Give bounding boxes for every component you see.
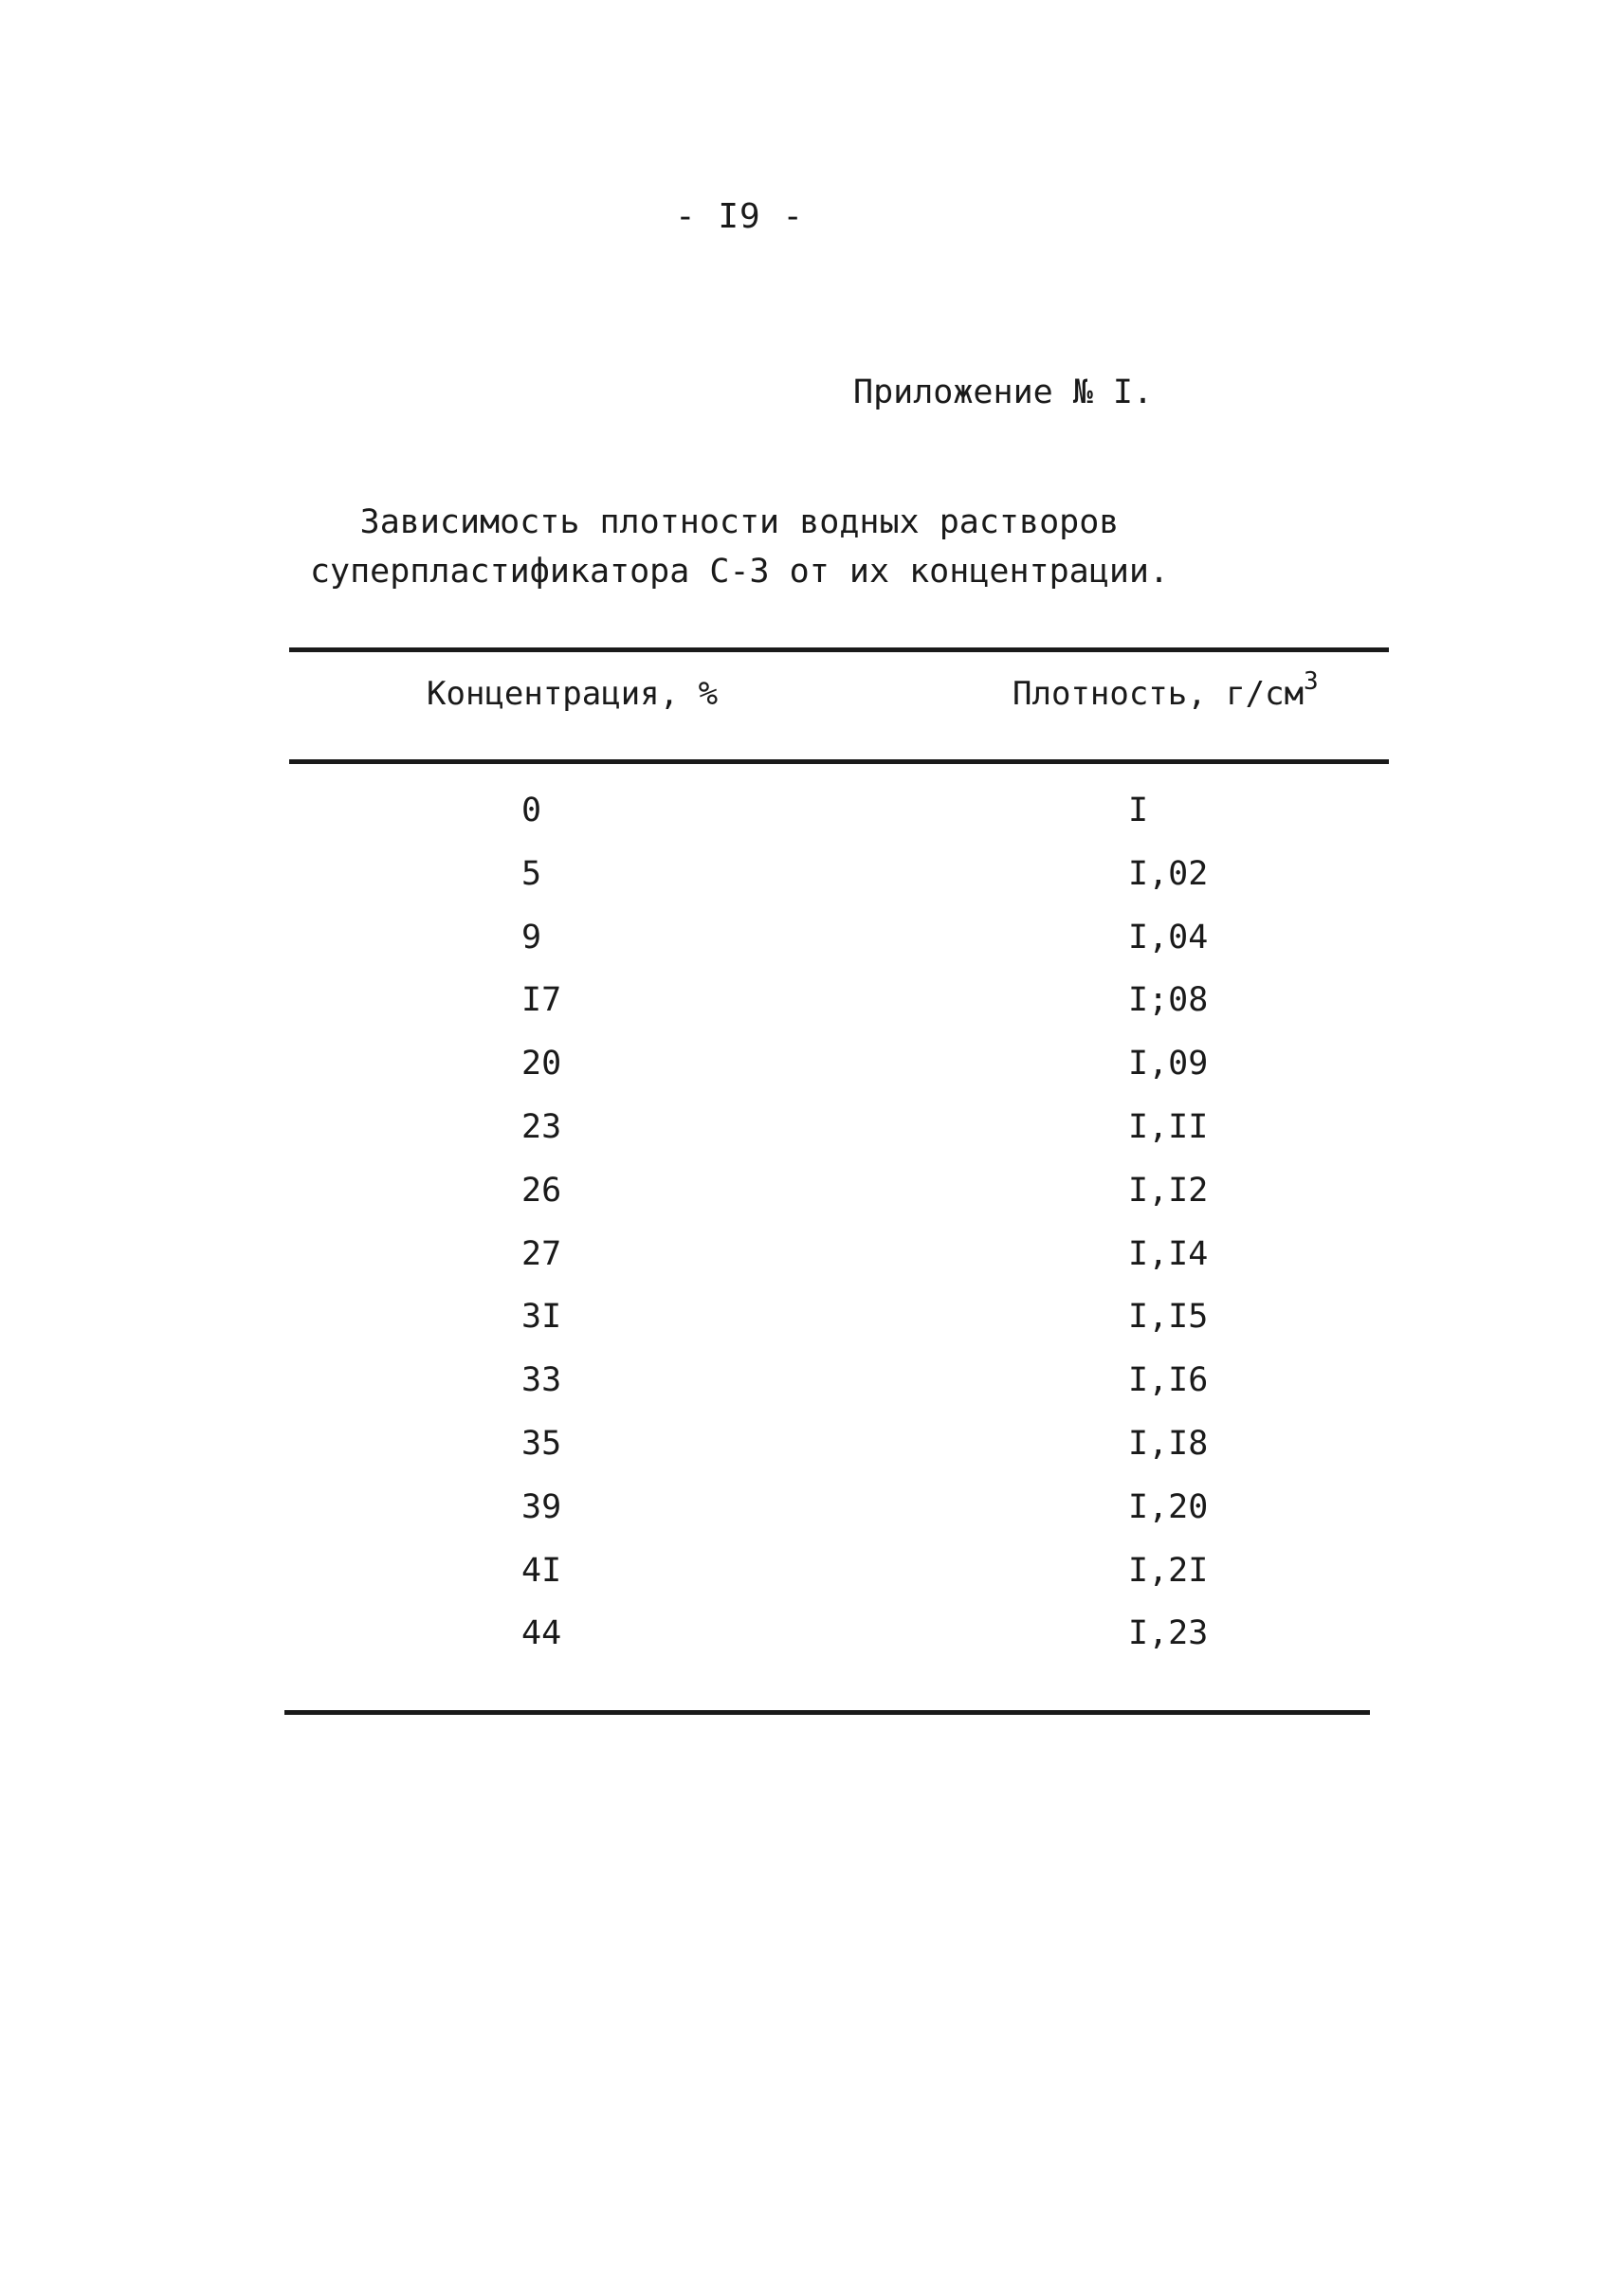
density-header-superscript: 3	[1304, 667, 1319, 696]
table-row	[0, 1476, 1624, 1539]
table-row	[0, 779, 1624, 843]
density-cell: I,2I	[1128, 1551, 1209, 1590]
table-row	[0, 1096, 1624, 1159]
concentration-cell: 44	[521, 1614, 562, 1653]
table-body	[0, 779, 1624, 1666]
caption-line-1: Зависимость плотности водных растворов	[359, 503, 1120, 541]
concentration-cell: 4I	[521, 1551, 562, 1590]
density-cell: I,20	[1128, 1487, 1209, 1526]
density-cell: I;08	[1128, 981, 1209, 1020]
table-row	[0, 843, 1624, 906]
concentration-cell: 5	[521, 854, 542, 893]
table-row	[0, 1349, 1624, 1412]
concentration-cell: 26	[521, 1171, 562, 1210]
density-cell: I,I4	[1128, 1234, 1209, 1273]
concentration-cell: I7	[521, 981, 562, 1020]
concentration-cell: 20	[521, 1045, 562, 1084]
density-cell: I,04	[1128, 918, 1209, 956]
table-row	[0, 1285, 1624, 1349]
concentration-cell: 0	[521, 792, 542, 829]
table-row	[0, 1539, 1624, 1603]
concentration-cell: 35	[521, 1424, 562, 1463]
concentration-cell: 23	[521, 1107, 562, 1146]
density-header-text: Плотность, г/см	[1013, 675, 1305, 713]
page-number: - I9 -	[674, 197, 805, 236]
density-cell: I,I6	[1128, 1361, 1209, 1400]
table-row	[0, 969, 1624, 1032]
density-cell: I,09	[1128, 1045, 1209, 1084]
concentration-cell: 3I	[521, 1298, 562, 1337]
column-header-density	[1013, 667, 1319, 713]
density-cell: I,I2	[1128, 1171, 1209, 1210]
table-header-rule	[289, 759, 1389, 764]
table-row	[0, 1159, 1624, 1223]
table-top-rule	[289, 647, 1389, 652]
density-cell: I,II	[1128, 1107, 1209, 1146]
table-row	[0, 1032, 1624, 1096]
density-cell: I,I5	[1128, 1298, 1209, 1337]
density-cell: I,23	[1128, 1614, 1209, 1653]
concentration-cell: 9	[521, 918, 542, 956]
concentration-cell: 27	[521, 1234, 562, 1273]
table-caption	[0, 498, 1479, 596]
table-row	[0, 906, 1624, 970]
table-row	[0, 1412, 1624, 1476]
table-row	[0, 1602, 1624, 1666]
table-row	[0, 1223, 1624, 1286]
density-cell: I	[1128, 792, 1149, 829]
density-cell: I,I8	[1128, 1424, 1209, 1463]
caption-line-2: суперпластификатора С-3 от их концентрации.	[309, 553, 1170, 591]
density-cell: I,02	[1128, 854, 1209, 893]
appendix-label: Приложение № I.	[853, 373, 1154, 411]
concentration-cell: 39	[521, 1487, 562, 1526]
column-header-concentration: Концентрация, %	[427, 675, 719, 713]
table-bottom-rule	[284, 1710, 1370, 1715]
concentration-cell: 33	[521, 1361, 562, 1400]
